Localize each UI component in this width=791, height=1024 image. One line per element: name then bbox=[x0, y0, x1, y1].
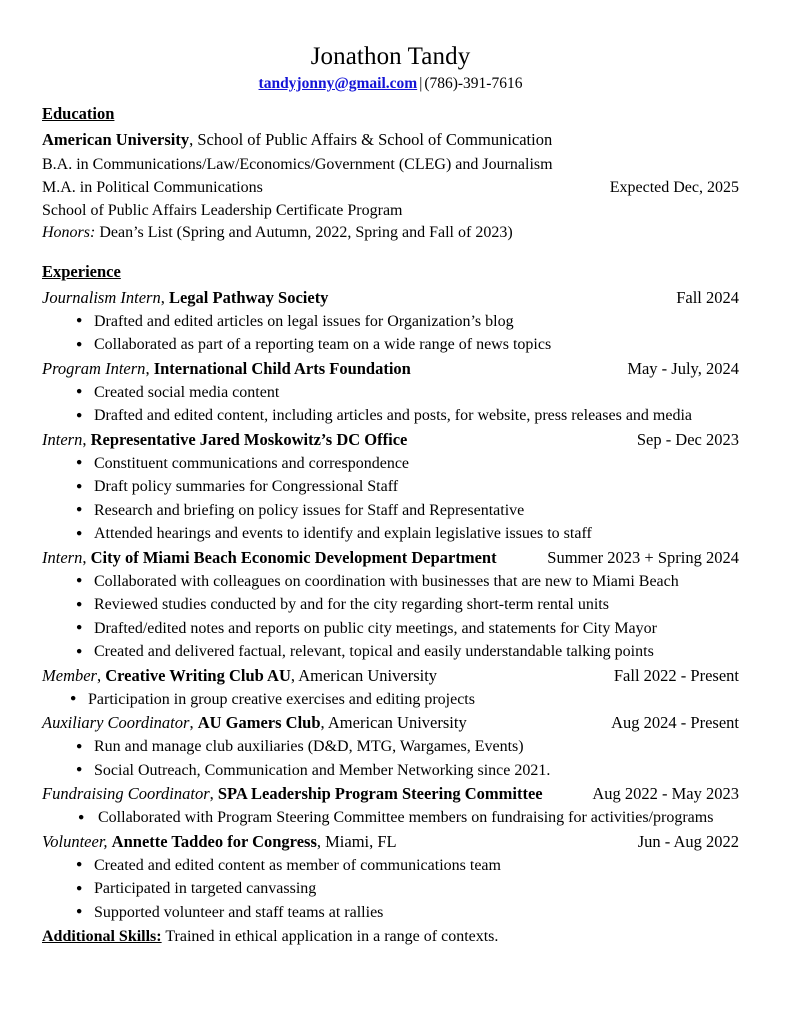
education-honors-text: Dean’s List (Spring and Autumn, 2022, Spring and Fall of 2023) bbox=[95, 224, 513, 241]
section-divider bbox=[42, 245, 739, 261]
section-heading-education: Education bbox=[42, 104, 115, 123]
experience-entry-date: Fall 2022 - Present bbox=[613, 665, 739, 685]
experience-entry bbox=[42, 428, 739, 546]
experience-title-separator: , bbox=[82, 429, 91, 449]
experience-entry-date: Jun - Aug 2022 bbox=[637, 831, 739, 851]
education-degree-text: M.A. in Political Communications bbox=[42, 179, 263, 196]
phone-number: (786)-391-7616 bbox=[424, 75, 523, 92]
contact-separator: | bbox=[419, 75, 423, 92]
experience-role: Program Intern bbox=[42, 358, 146, 378]
experience-role: Intern bbox=[42, 547, 83, 567]
list-item: ● Created social media content bbox=[42, 381, 739, 405]
list-item: ● Drafted and edited content, including articles and posts, for website, press releases and media bbox=[42, 404, 739, 428]
experience-organization: City of Miami Beach Economic Development Department bbox=[90, 547, 497, 567]
experience-entry-header bbox=[42, 428, 739, 452]
list-item: ● Social Outreach, Communication and Member Networking since 2021. bbox=[42, 759, 739, 783]
experience-entry-title bbox=[42, 286, 328, 310]
education-degree-text: B.A. in Communications/Law/Economics/Government (CLEG) and Journalism bbox=[42, 156, 553, 173]
experience-entry-title bbox=[42, 357, 411, 381]
experience-organization: Annette Taddeo for Congress bbox=[111, 831, 317, 851]
experience-entry-date: Summer 2023 + Spring 2024 bbox=[547, 547, 739, 567]
experience-role: Member bbox=[42, 665, 97, 685]
education-school-detail: , School of Public Affairs & School of Communication bbox=[189, 130, 553, 149]
list-item: ● Draft policy summaries for Congressional Staff bbox=[42, 475, 739, 499]
experience-role: Volunteer, bbox=[42, 831, 108, 851]
email-link[interactable]: tandyjonny@gmail.com bbox=[258, 75, 418, 92]
experience-organization: Legal Pathway Society bbox=[168, 287, 329, 307]
education-degree-text: School of Public Affairs Leadership Certificate Program bbox=[42, 202, 403, 219]
experience-entry bbox=[42, 286, 739, 357]
experience-entry-title bbox=[42, 711, 467, 735]
experience-role: Intern bbox=[42, 429, 83, 449]
experience-entry-header bbox=[42, 357, 739, 381]
education-degree-date: Expected Dec, 2025 bbox=[609, 179, 739, 196]
experience-entry-header bbox=[42, 664, 739, 688]
experience-entry-title bbox=[42, 830, 397, 854]
education-degree-row bbox=[42, 176, 739, 199]
experience-entry-header bbox=[42, 830, 739, 854]
additional-skills-label: Additional Skills: bbox=[42, 928, 162, 945]
list-item: ● Drafted/edited notes and reports on public city meetings, and statements for City Mayor bbox=[42, 617, 739, 641]
list-item: ● Participated in targeted canvassing bbox=[42, 877, 739, 901]
experience-bullet-list bbox=[42, 452, 739, 546]
experience-organization-detail: , American University bbox=[290, 665, 438, 685]
experience-entry-list bbox=[42, 286, 739, 925]
list-item: ● Constituent communications and correspondence bbox=[42, 452, 739, 476]
experience-bullet-list bbox=[42, 688, 739, 712]
education-school-name: American University bbox=[42, 130, 190, 149]
additional-skills-line bbox=[42, 925, 739, 949]
list-item: ● Created and edited content as member of communications team bbox=[42, 854, 739, 878]
page-title: Jonathon Tandy bbox=[310, 43, 471, 70]
experience-organization: International Child Arts Foundation bbox=[153, 358, 411, 378]
education-degree-row bbox=[42, 199, 739, 222]
experience-role: Fundraising Coordinator bbox=[42, 784, 210, 803]
experience-title-separator: , bbox=[82, 547, 91, 567]
experience-entry-header bbox=[42, 711, 739, 735]
experience-entry-date: May - July, 2024 bbox=[627, 358, 739, 378]
experience-title-separator: , bbox=[96, 665, 106, 685]
list-item: ● Participation in group creative exercises and editing projects bbox=[42, 688, 739, 712]
experience-entry-header bbox=[42, 286, 739, 310]
list-item: ● Research and briefing on policy issues for Staff and Representative bbox=[42, 499, 739, 523]
experience-organization: Creative Writing Club AU bbox=[105, 665, 291, 685]
list-item: ● Reviewed studies conducted by and for the city regarding short-term rental units bbox=[42, 593, 739, 617]
list-item: ● Created and delivered factual, relevant, topical and easily understandable talking points bbox=[42, 640, 739, 664]
additional-skills-text: Trained in ethical application in a range of contexts. bbox=[161, 928, 499, 945]
experience-entry bbox=[42, 357, 739, 428]
experience-entry bbox=[42, 711, 739, 782]
experience-bullet-list bbox=[42, 570, 739, 664]
experience-organization-detail: , American University bbox=[320, 713, 467, 732]
experience-entry-header bbox=[42, 546, 739, 570]
experience-entry bbox=[42, 782, 739, 830]
experience-bullet-list bbox=[42, 381, 739, 428]
education-degree-row bbox=[42, 153, 739, 176]
education-section bbox=[42, 103, 739, 245]
experience-entry bbox=[42, 546, 739, 664]
list-item: ● Attended hearings and events to identify and explain legislative issues to staff bbox=[42, 522, 739, 546]
contact-line bbox=[42, 74, 739, 93]
experience-title-separator: , bbox=[189, 713, 198, 732]
experience-organization-detail: , Miami, FL bbox=[316, 831, 397, 851]
list-item: ● Drafted and edited articles on legal issues for Organization’s blog bbox=[42, 310, 739, 334]
experience-entry-header bbox=[42, 782, 739, 806]
experience-title-separator: , bbox=[160, 287, 169, 307]
experience-bullet-list bbox=[42, 806, 739, 830]
experience-entry-title bbox=[42, 664, 437, 688]
experience-role: Auxiliary Coordinator bbox=[42, 713, 190, 732]
list-item: ● Collaborated with Program Steering Committee members on fundraising for activities/programs bbox=[42, 806, 739, 830]
education-honors-label: Honors: bbox=[42, 224, 96, 241]
list-item: ● Collaborated with colleagues on coordination with businesses that are new to Miami Beach bbox=[42, 570, 739, 594]
experience-bullet-list bbox=[42, 735, 739, 782]
experience-bullet-list bbox=[42, 854, 739, 925]
list-item: ● Collaborated as part of a reporting team on a wide range of news topics bbox=[42, 333, 739, 357]
list-item: ● Supported volunteer and staff teams at rallies bbox=[42, 901, 739, 925]
experience-entry-date: Fall 2024 bbox=[676, 287, 739, 307]
experience-entry-title bbox=[42, 782, 543, 806]
experience-entry-title bbox=[42, 428, 407, 452]
education-honors-line bbox=[42, 222, 739, 245]
experience-organization: SPA Leadership Program Steering Committee bbox=[217, 784, 543, 803]
experience-organization: AU Gamers Club bbox=[197, 713, 321, 732]
section-heading-experience: Experience bbox=[42, 261, 121, 281]
experience-entry-date: Sep - Dec 2023 bbox=[636, 429, 739, 449]
experience-organization: Representative Jared Moskowitz’s DC Office bbox=[90, 429, 408, 449]
experience-entry bbox=[42, 664, 739, 712]
experience-role: Journalism Intern bbox=[42, 287, 161, 307]
education-school-line bbox=[42, 128, 739, 152]
experience-section bbox=[42, 261, 739, 925]
experience-entry-date: Aug 2022 - May 2023 bbox=[592, 784, 739, 803]
experience-entry-date: Aug 2024 - Present bbox=[611, 713, 739, 732]
list-item: ● Run and manage club auxiliaries (D&D, MTG, Wargames, Events) bbox=[42, 735, 739, 759]
experience-title-separator: , bbox=[209, 784, 218, 803]
experience-entry bbox=[42, 830, 739, 925]
experience-bullet-list bbox=[42, 310, 739, 357]
experience-entry-title bbox=[42, 546, 497, 570]
experience-title-separator: , bbox=[145, 358, 154, 378]
